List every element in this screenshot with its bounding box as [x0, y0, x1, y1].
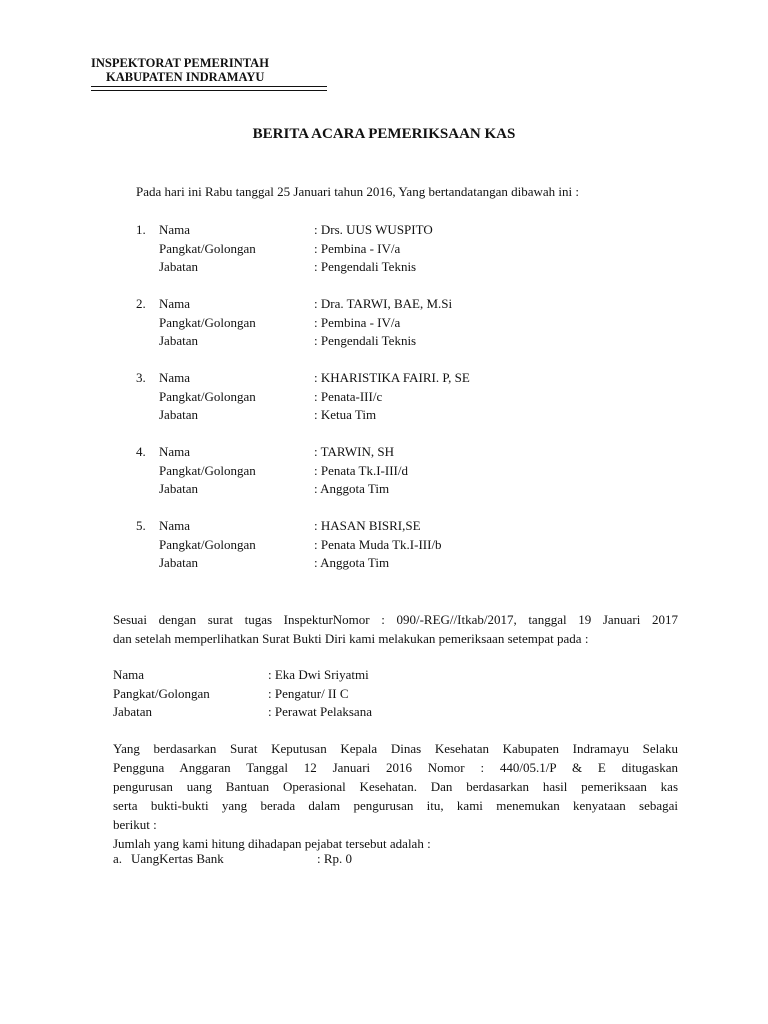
- officer-position: : Pengendali Teknis: [314, 259, 417, 274]
- officer-position: : Anggota Tim: [314, 555, 390, 570]
- letterhead-rule: [91, 86, 327, 91]
- officer-position: : Ketua Tim: [314, 407, 377, 422]
- cash-item-label: UangKertas Bank: [131, 851, 224, 866]
- officer-number: 1.: [136, 222, 146, 237]
- subject-rank: : Pengatur/ II C: [268, 685, 349, 701]
- cash-item: [113, 851, 513, 870]
- officer-name: : KHARISTIKA FAIRI. P, SE: [314, 370, 470, 385]
- jabatan-label: Jabatan: [159, 259, 198, 274]
- officer-number: 5.: [136, 518, 146, 533]
- basis-line: Jumlah yang kami hitung dihadapan pejabat tersebut adalah :: [113, 836, 431, 851]
- officer-position: : Pengendali Teknis: [314, 333, 417, 348]
- jabatan-label: Jabatan: [159, 555, 198, 570]
- nama-label: Nama: [159, 518, 191, 533]
- officer-name: : HASAN BISRI,SE: [314, 518, 421, 533]
- pangkat-label: Pangkat/Golongan: [113, 685, 210, 701]
- basis-line: pengurusan uang Bantuan Operasional Kesehatan. Dan berdasarkan hasil pemeriksaan kas: [113, 779, 678, 794]
- jabatan-label: Jabatan: [113, 704, 152, 719]
- officer-rank: : Pembina - IV/a: [314, 240, 401, 256]
- task-line: dan setelah memperlihatkan Surat Bukti Diri kami melakukan pemeriksaan setempat pada :: [113, 631, 589, 646]
- officer-number: 2.: [136, 296, 146, 311]
- basis-line: Pengguna Anggaran Tanggal 12 Januari 2016 Nomor : 440/05.1/P & E ditugaskan: [113, 760, 678, 775]
- cash-item-value: : Rp. 0: [317, 851, 353, 866]
- letterhead: [91, 56, 327, 84]
- task-paragraph: [113, 610, 678, 648]
- officer-name: : Dra. TARWI, BAE, M.Si: [314, 296, 453, 311]
- pangkat-label: Pangkat/Golongan: [159, 388, 256, 404]
- officer-rank: : Pembina - IV/a: [314, 314, 401, 330]
- nama-label: Nama: [159, 370, 191, 385]
- jabatan-label: Jabatan: [159, 407, 198, 422]
- basis-line: Yang berdasarkan Surat Keputusan Kepala Dinas Kesehatan Kabupaten Indramayu Selaku: [113, 741, 678, 756]
- task-line: Sesuai dengan surat tugas InspekturNomor : 090/-REG//Itkab/2017, tanggal 19 Januari 2017: [113, 612, 678, 627]
- document-title: BERITA ACARA PEMERIKSAAN KAS: [252, 126, 516, 142]
- pangkat-label: Pangkat/Golongan: [159, 314, 256, 330]
- officer-name: : Drs. UUS WUSPITO: [314, 222, 433, 237]
- basis-line: serta bukti-bukti yang berada dalam pengurusan itu, kami menemukan kenyataan sebagai: [113, 798, 678, 813]
- letterhead-line1: INSPEKTORAT PEMERINTAH: [91, 56, 269, 70]
- officer-rank: : Penata Tk.I-III/d: [314, 462, 408, 478]
- pangkat-label: Pangkat/Golongan: [159, 462, 256, 478]
- officer-rank: : Penata Muda Tk.I-III/b: [314, 536, 442, 552]
- nama-label: Nama: [159, 296, 191, 311]
- cash-item-number: a.: [113, 851, 123, 866]
- pangkat-label: Pangkat/Golongan: [159, 536, 256, 552]
- jabatan-label: Jabatan: [159, 333, 198, 348]
- nama-label: Nama: [159, 444, 191, 459]
- officer-position: : Anggota Tim: [314, 481, 390, 496]
- intro-text: Pada hari ini Rabu tanggal 25 Januari tahun 2016, Yang bertandatangan dibawah ini :: [136, 184, 579, 199]
- officer-number: 4.: [136, 444, 146, 459]
- officer-rank: : Penata-III/c: [314, 388, 383, 404]
- basis-line: berikut :: [113, 817, 157, 832]
- nama-label: Nama: [159, 222, 191, 237]
- subject-position: : Perawat Pelaksana: [268, 704, 372, 719]
- subject-name: : Eka Dwi Sriyatmi: [268, 667, 369, 682]
- nama-label: Nama: [113, 667, 145, 682]
- officer-number: 3.: [136, 370, 146, 385]
- pangkat-label: Pangkat/Golongan: [159, 240, 256, 256]
- basis-paragraph: [113, 739, 678, 853]
- letterhead-line2: KABUPATEN INDRAMAYU: [106, 70, 265, 84]
- officer-name: : TARWIN, SH: [314, 444, 394, 459]
- jabatan-label: Jabatan: [159, 481, 198, 496]
